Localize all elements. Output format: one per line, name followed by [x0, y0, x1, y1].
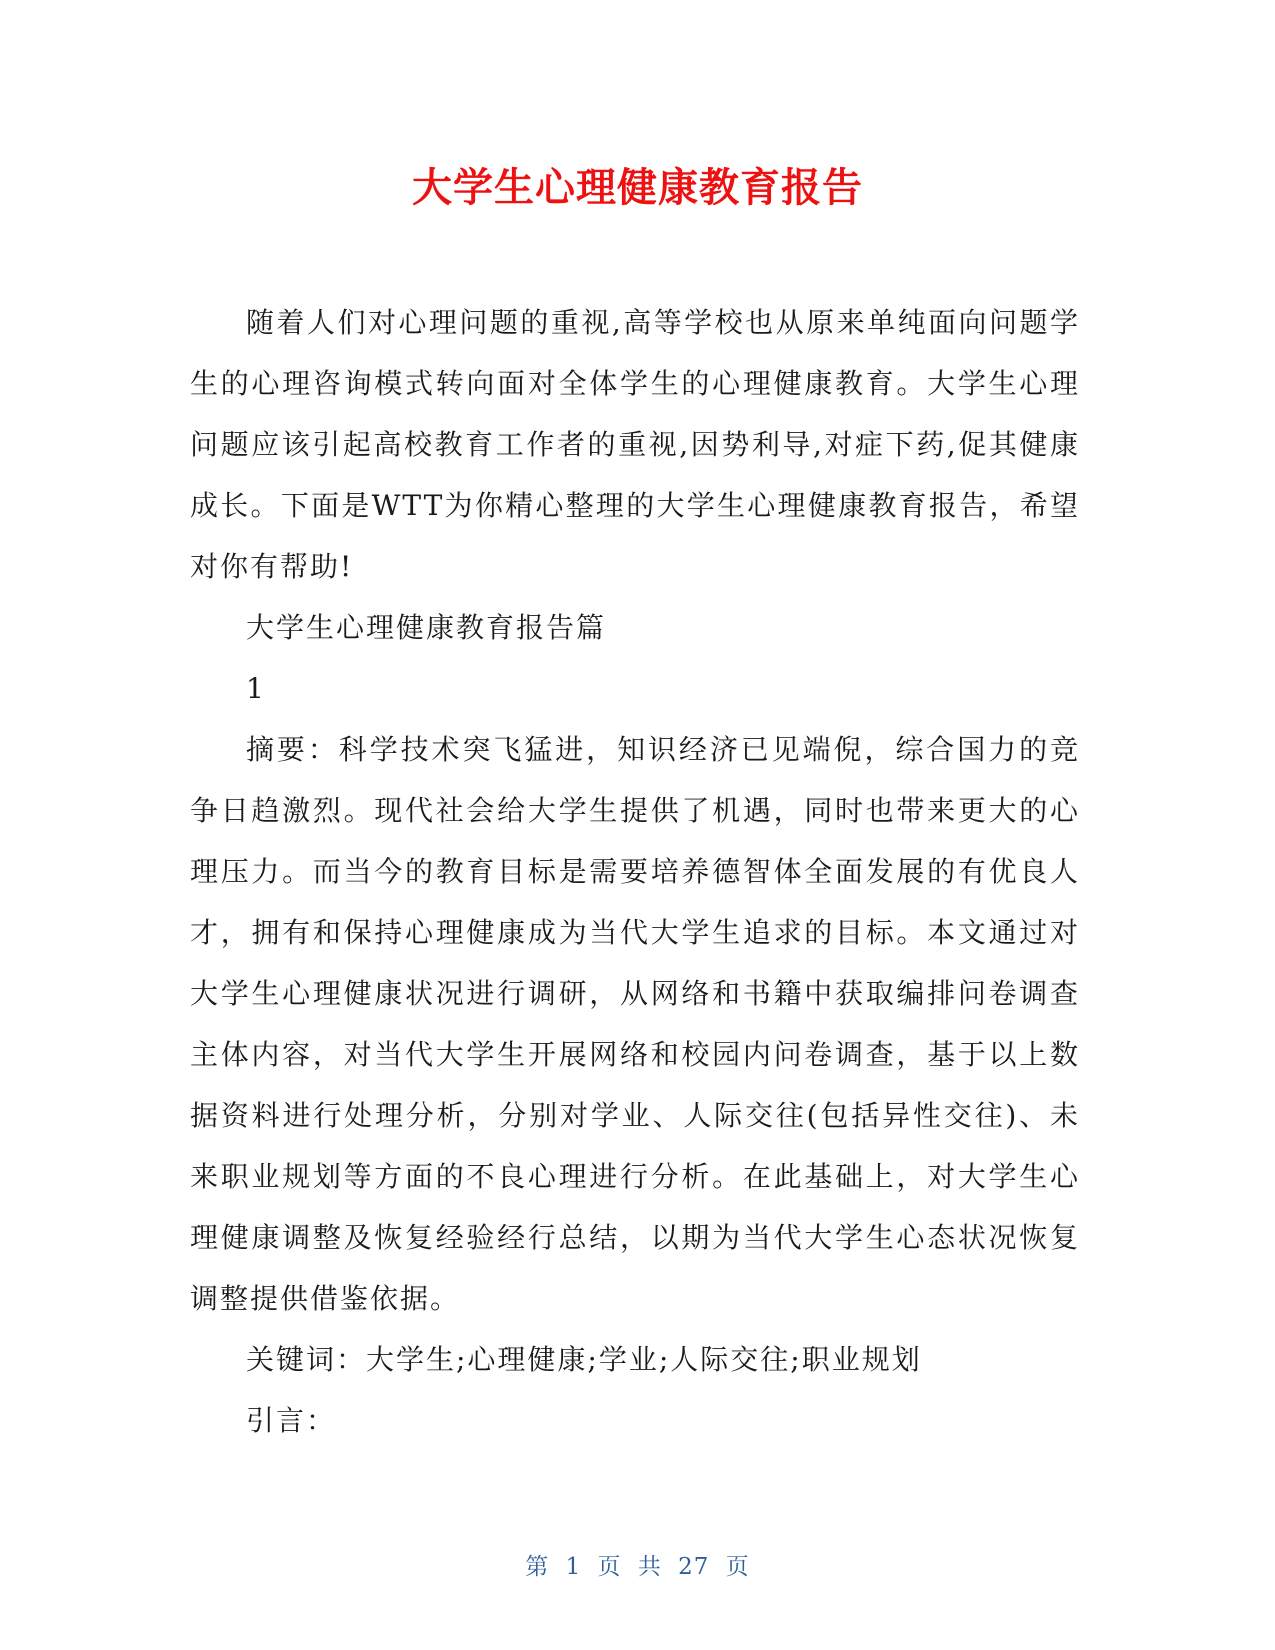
keywords-paragraph: 关键词：大学生;心理健康;学业;人际交往;职业规划	[246, 1343, 922, 1376]
document-title: 大学生心理健康教育报告	[412, 165, 863, 211]
section-heading: 大学生心理健康教育报告篇	[246, 611, 607, 644]
footer-total-pages: 27	[678, 1554, 710, 1580]
document-body	[190, 292, 1080, 1451]
footer-page-prefix: 第	[525, 1554, 550, 1580]
footer-page-word: 页	[597, 1554, 622, 1580]
abstract-paragraph: 摘要：科学技术突飞猛进，知识经济已见端倪，综合国力的竞争日趋激烈。现代社会给大学生提供了机遇，同时也带来更大的心理压力。而当今的教育目标是需要培养德智体全面发展的有优良人才，拥有和保持心理健康成为当代大学生追求的目标。本文通过对大学生心理健康状况进行调研，从网络和书籍中获取编排问卷调查主体内容，对当代大学生开展网络和校园内问卷调查，基于以上数据资料进行处理分析，分别对学业、人际交往(包括异性交往)、未来职业规划等方面的不良心理进行分析。在此基础上，对大学生心理健康调整及恢复经验经行总结，以期为当代大学生心态状况恢复调整提供借鉴依据。	[190, 733, 1080, 1315]
footer-total-suffix: 页	[725, 1554, 750, 1580]
page-footer	[0, 1548, 1275, 1581]
intro-paragraph: 随着人们对心理问题的重视,高等学校也从原来单纯面向问题学生的心理咨询模式转向面对全体学生的心理健康教育。大学生心理问题应该引起高校教育工作者的重视,因势利导,对症下药,促其健康成长。下面是WTT为你精心整理的大学生心理健康教育报告，希望对你有帮助!	[190, 306, 1080, 583]
footer-total-prefix: 共	[637, 1554, 662, 1580]
section-number: 1	[246, 672, 266, 705]
footer-current-page: 1	[565, 1554, 582, 1580]
introduction-heading: 引言：	[246, 1404, 337, 1437]
